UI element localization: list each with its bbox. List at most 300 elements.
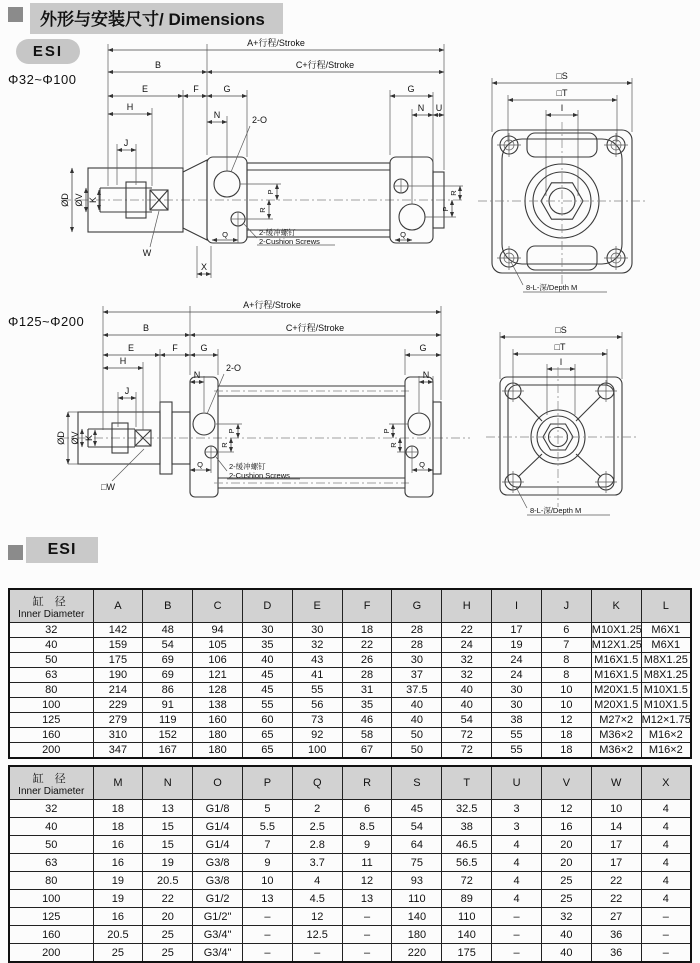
table-row bbox=[9, 728, 691, 743]
cell: 22 bbox=[591, 890, 641, 908]
cell: 19 bbox=[143, 854, 193, 872]
cell: M10X1.5 bbox=[641, 683, 691, 698]
cell: 4 bbox=[492, 890, 542, 908]
cell: – bbox=[492, 926, 542, 944]
cell: M36×2 bbox=[591, 728, 641, 743]
cell: 40 bbox=[392, 713, 442, 728]
cell: 4 bbox=[641, 872, 691, 890]
table-row bbox=[9, 683, 691, 698]
cell: M27×2 bbox=[591, 713, 641, 728]
cell: 25 bbox=[143, 926, 193, 944]
dimension-table-m-x-grid bbox=[8, 765, 692, 963]
table-row bbox=[9, 743, 691, 759]
cell: 10 bbox=[591, 800, 641, 818]
row-id: 160 bbox=[9, 728, 93, 743]
dim-label-p-left: P bbox=[266, 189, 275, 195]
dim-label-g-left: G bbox=[200, 343, 208, 353]
drawing-esi-125-200 bbox=[56, 299, 636, 515]
cell: 89 bbox=[442, 890, 492, 908]
cell: 20.5 bbox=[143, 872, 193, 890]
cell: 22 bbox=[143, 890, 193, 908]
dim-label-i: I bbox=[559, 357, 563, 367]
cell: 72 bbox=[442, 728, 492, 743]
cell: 142 bbox=[93, 623, 143, 638]
cell: G1/2 bbox=[193, 890, 243, 908]
cell: 55 bbox=[242, 698, 292, 713]
cell: 30 bbox=[492, 683, 542, 698]
table-row bbox=[9, 623, 691, 638]
dim-label-n-left: N bbox=[213, 110, 221, 120]
cell: 10 bbox=[242, 872, 292, 890]
cell: 54 bbox=[392, 818, 442, 836]
cell: M16X1.5 bbox=[591, 668, 641, 683]
cell: 28 bbox=[342, 668, 392, 683]
dimension-table-m-x bbox=[8, 765, 692, 963]
bore-range-small: Φ32~Φ100 bbox=[8, 72, 77, 87]
cell: 3.7 bbox=[292, 854, 342, 872]
cell: 18 bbox=[541, 728, 591, 743]
cell: 40 bbox=[442, 683, 492, 698]
cell: 58 bbox=[342, 728, 392, 743]
cell: – bbox=[641, 944, 691, 963]
table-row bbox=[9, 638, 691, 653]
column-header-w: W bbox=[591, 766, 641, 800]
cell: 20.5 bbox=[93, 926, 143, 944]
inner-diameter-header: 缸 径 Inner Diameter bbox=[9, 766, 93, 800]
cell: 32 bbox=[442, 653, 492, 668]
inner-diameter-header: 缸 径 Inner Diameter bbox=[9, 589, 93, 623]
cell: 347 bbox=[93, 743, 143, 759]
cell: M6X1 bbox=[641, 638, 691, 653]
cell: 73 bbox=[292, 713, 342, 728]
cell: 190 bbox=[93, 668, 143, 683]
cell: 67 bbox=[342, 743, 392, 759]
cell: 4 bbox=[292, 872, 342, 890]
cell: 19 bbox=[492, 638, 542, 653]
cell: 36 bbox=[591, 926, 641, 944]
cell: M10X1.25 bbox=[591, 624, 642, 636]
cell: 4 bbox=[492, 854, 542, 872]
cell: 152 bbox=[143, 728, 193, 743]
cell: 30 bbox=[392, 653, 442, 668]
cell: 20 bbox=[143, 908, 193, 926]
cell: 24 bbox=[492, 668, 542, 683]
dim-label-q-right: Q bbox=[400, 230, 406, 239]
dim-label-c-stroke: C+行程/Stroke bbox=[285, 323, 345, 333]
cell: 60 bbox=[242, 713, 292, 728]
column-header-o: O bbox=[193, 766, 243, 800]
cell: 6 bbox=[342, 800, 392, 818]
port-callout-2o: 2-O bbox=[252, 115, 268, 125]
table-row bbox=[9, 653, 691, 668]
cell: 2 bbox=[292, 800, 342, 818]
cell: 175 bbox=[442, 944, 492, 963]
row-id: 40 bbox=[9, 818, 93, 836]
row-id: 80 bbox=[9, 683, 93, 698]
cell: 25 bbox=[93, 944, 143, 963]
cell: – bbox=[242, 926, 292, 944]
cell: 25 bbox=[541, 890, 591, 908]
table-row bbox=[9, 944, 691, 963]
dim-label-rod-d: ØD bbox=[60, 193, 70, 207]
table-row bbox=[9, 800, 691, 818]
cell: 75 bbox=[392, 854, 442, 872]
column-header-q: Q bbox=[292, 766, 342, 800]
dim-label-square-t: □T bbox=[554, 342, 566, 352]
port-callout-2o: 2-O bbox=[226, 363, 242, 373]
row-id: 63 bbox=[9, 668, 93, 683]
cell: – bbox=[342, 908, 392, 926]
cell: 28 bbox=[392, 623, 442, 638]
dim-label-j: J bbox=[124, 386, 130, 396]
dim-label-q-right: Q bbox=[419, 460, 425, 469]
cushion-screw-label-cn: 2-缓冲螺钉 bbox=[259, 228, 296, 237]
cell: 26 bbox=[342, 653, 392, 668]
cell: G1/4 bbox=[193, 836, 243, 854]
cell: 38 bbox=[492, 713, 542, 728]
dim-label-p-left: P bbox=[227, 428, 236, 434]
cell: 5 bbox=[242, 800, 292, 818]
cell: 9 bbox=[242, 854, 292, 872]
cell: 15 bbox=[143, 836, 193, 854]
cell: 4 bbox=[641, 836, 691, 854]
column-header-b: B bbox=[143, 589, 193, 623]
dim-label-p-right: P bbox=[441, 206, 450, 212]
column-header-e: E bbox=[292, 589, 342, 623]
dim-label-k: K bbox=[84, 434, 94, 442]
column-header-i: I bbox=[492, 589, 542, 623]
cell: 65 bbox=[242, 728, 292, 743]
cell: G3/8 bbox=[193, 854, 243, 872]
cell: 214 bbox=[93, 683, 143, 698]
cell: 69 bbox=[143, 653, 193, 668]
cell: 32.5 bbox=[442, 800, 492, 818]
column-header-k: K bbox=[591, 589, 641, 623]
cell: M12X1.25 bbox=[591, 639, 642, 651]
row-id: 63 bbox=[9, 854, 93, 872]
cell: 16 bbox=[541, 818, 591, 836]
cell: G3/8 bbox=[193, 872, 243, 890]
cell: 24 bbox=[442, 638, 492, 653]
dim-label-square-s: □S bbox=[555, 325, 567, 335]
cell: 93 bbox=[392, 872, 442, 890]
cell: 41 bbox=[292, 668, 342, 683]
table-row bbox=[9, 836, 691, 854]
end-view-small bbox=[478, 71, 646, 292]
dim-label-square-t: □T bbox=[556, 88, 568, 98]
cell: 5.5 bbox=[242, 818, 292, 836]
cell: 20 bbox=[541, 854, 591, 872]
column-header-t: T bbox=[442, 766, 492, 800]
dim-label-e: E bbox=[141, 84, 149, 94]
cell: 4 bbox=[641, 818, 691, 836]
depth-note-large: 8-L-深/Depth M bbox=[530, 506, 582, 515]
cell: 13 bbox=[342, 890, 392, 908]
dim-label-rod-d: ØD bbox=[56, 431, 66, 445]
dim-label-r-right: R bbox=[449, 190, 458, 196]
cell: M8X1.25 bbox=[641, 668, 691, 683]
dim-label-a-stroke: A+行程/Stroke bbox=[243, 300, 301, 310]
column-header-c: C bbox=[193, 589, 243, 623]
cell: 45 bbox=[242, 668, 292, 683]
cell: 110 bbox=[392, 890, 442, 908]
dim-label-n-right: N bbox=[422, 370, 430, 380]
table-row bbox=[9, 818, 691, 836]
cell: – bbox=[492, 908, 542, 926]
cell: M6X1 bbox=[641, 623, 691, 638]
cell: 92 bbox=[292, 728, 342, 743]
dim-label-r-left: R bbox=[220, 442, 229, 448]
cell: 167 bbox=[143, 743, 193, 759]
row-id: 125 bbox=[9, 908, 93, 926]
row-id: 200 bbox=[9, 743, 93, 759]
cell: M8X1.25 bbox=[641, 653, 691, 668]
cell: – bbox=[242, 908, 292, 926]
cell: 121 bbox=[193, 668, 243, 683]
bore-range-large: Φ125~Φ200 bbox=[8, 314, 85, 329]
cell: M12×1.75 bbox=[641, 714, 691, 726]
cell: 159 bbox=[93, 638, 143, 653]
cell: 45 bbox=[392, 800, 442, 818]
cell: – bbox=[641, 908, 691, 926]
cell: 94 bbox=[193, 623, 243, 638]
dim-label-f: F bbox=[172, 343, 178, 353]
cell: 16 bbox=[93, 836, 143, 854]
cell: 19 bbox=[93, 890, 143, 908]
cell: 16 bbox=[93, 908, 143, 926]
dim-label-h: H bbox=[119, 356, 127, 366]
cell: 32 bbox=[541, 908, 591, 926]
cell: 15 bbox=[143, 818, 193, 836]
cell: 4 bbox=[492, 872, 542, 890]
column-header-n: N bbox=[143, 766, 193, 800]
dim-label-n-left: N bbox=[193, 370, 201, 380]
cell: 16 bbox=[93, 854, 143, 872]
cell: 13 bbox=[143, 800, 193, 818]
cell: 4 bbox=[641, 890, 691, 908]
dim-label-f: F bbox=[193, 84, 199, 94]
cell: 22 bbox=[442, 623, 492, 638]
cell: 91 bbox=[143, 698, 193, 713]
column-header-f: F bbox=[342, 589, 392, 623]
dim-label-r-left: R bbox=[258, 207, 267, 213]
row-id: 32 bbox=[9, 623, 93, 638]
dim-label-r-right: R bbox=[389, 442, 398, 448]
cell: 180 bbox=[193, 728, 243, 743]
cell: 13 bbox=[242, 890, 292, 908]
column-header-s: S bbox=[392, 766, 442, 800]
table-row bbox=[9, 668, 691, 683]
row-id: 200 bbox=[9, 944, 93, 963]
dim-label-w: W bbox=[142, 248, 152, 258]
dim-label-square-w: □W bbox=[101, 482, 115, 492]
cell: – bbox=[641, 926, 691, 944]
dim-label-e: E bbox=[127, 343, 135, 353]
cell: 69 bbox=[143, 668, 193, 683]
row-id: 100 bbox=[9, 890, 93, 908]
cell: 119 bbox=[143, 713, 193, 728]
cell: 35 bbox=[342, 698, 392, 713]
table-row bbox=[9, 872, 691, 890]
cell: 17 bbox=[591, 836, 641, 854]
cell: – bbox=[242, 944, 292, 963]
cell: 180 bbox=[392, 926, 442, 944]
cell: 56 bbox=[292, 698, 342, 713]
cell: 64 bbox=[392, 836, 442, 854]
cell: 31 bbox=[342, 683, 392, 698]
cell: 18 bbox=[93, 818, 143, 836]
cell: G3/4" bbox=[193, 944, 243, 963]
cell: 140 bbox=[392, 908, 442, 926]
column-header-l: L bbox=[641, 589, 691, 623]
cushion-screw-label-en: 2-Cushion Screws bbox=[259, 237, 320, 246]
cell: 55 bbox=[292, 683, 342, 698]
cell: – bbox=[342, 944, 392, 963]
dim-label-b: B bbox=[154, 60, 162, 70]
cell: 9 bbox=[342, 836, 392, 854]
cell: M10X1.5 bbox=[641, 698, 691, 713]
cell: 32 bbox=[292, 638, 342, 653]
cell: 11 bbox=[342, 854, 392, 872]
cell: G1/8 bbox=[193, 800, 243, 818]
dimension-table-a-l-grid bbox=[8, 588, 692, 759]
column-header-h: H bbox=[442, 589, 492, 623]
title-bullet-square bbox=[8, 7, 23, 22]
dim-label-j: J bbox=[123, 138, 129, 148]
cell: 32 bbox=[442, 668, 492, 683]
dim-label-x: X bbox=[200, 262, 208, 272]
cell: 4 bbox=[641, 854, 691, 872]
row-id: 40 bbox=[9, 638, 93, 653]
cell: 4.5 bbox=[292, 890, 342, 908]
cell: 8.5 bbox=[342, 818, 392, 836]
cell: 36 bbox=[591, 944, 641, 963]
cell: 4 bbox=[492, 836, 542, 854]
cell: 25 bbox=[143, 944, 193, 963]
cell: 175 bbox=[93, 653, 143, 668]
technical-drawings bbox=[0, 30, 700, 535]
dim-label-h: H bbox=[126, 102, 134, 112]
row-id: 160 bbox=[9, 926, 93, 944]
dim-label-k: K bbox=[88, 196, 98, 204]
cell: 48 bbox=[143, 623, 193, 638]
table-row bbox=[9, 854, 691, 872]
cell: 138 bbox=[193, 698, 243, 713]
cell: 17 bbox=[591, 854, 641, 872]
cell: 55 bbox=[492, 743, 542, 759]
cell: – bbox=[292, 944, 342, 963]
cell: 220 bbox=[392, 944, 442, 963]
column-header-m: M bbox=[93, 766, 143, 800]
cell: 37.5 bbox=[392, 683, 442, 698]
dim-label-i: I bbox=[560, 103, 564, 113]
cell: 55 bbox=[492, 728, 542, 743]
cell: 40 bbox=[541, 926, 591, 944]
row-id: 80 bbox=[9, 872, 93, 890]
cell: 12 bbox=[342, 872, 392, 890]
cell: 30 bbox=[492, 698, 542, 713]
table-row bbox=[9, 698, 691, 713]
cell: 54 bbox=[442, 713, 492, 728]
cell: 50 bbox=[392, 743, 442, 759]
cell: 40 bbox=[442, 698, 492, 713]
cell: 40 bbox=[392, 698, 442, 713]
dim-label-rod-v: ØV bbox=[74, 193, 84, 207]
cell: 65 bbox=[242, 743, 292, 759]
cell: 22 bbox=[591, 872, 641, 890]
cell: 12 bbox=[541, 800, 591, 818]
cell: 105 bbox=[193, 638, 243, 653]
cell: M16×2 bbox=[641, 728, 691, 743]
cell: 27 bbox=[591, 908, 641, 926]
cell: 7 bbox=[242, 836, 292, 854]
cell: 72 bbox=[442, 872, 492, 890]
cell: M20X1.5 bbox=[591, 698, 641, 713]
cell: 25 bbox=[541, 872, 591, 890]
cell: 22 bbox=[342, 638, 392, 653]
cell: 20 bbox=[541, 836, 591, 854]
cell: 38 bbox=[442, 818, 492, 836]
cell: 72 bbox=[442, 743, 492, 759]
cell: 229 bbox=[93, 698, 143, 713]
row-id: 125 bbox=[9, 713, 93, 728]
cell: 10 bbox=[541, 698, 591, 713]
cell: 8 bbox=[541, 653, 591, 668]
dim-label-b: B bbox=[142, 323, 150, 333]
cell: G1/4 bbox=[193, 818, 243, 836]
cell: 86 bbox=[143, 683, 193, 698]
cell: 50 bbox=[392, 728, 442, 743]
cell: 128 bbox=[193, 683, 243, 698]
cell: 110 bbox=[442, 908, 492, 926]
cell: 43 bbox=[292, 653, 342, 668]
cell: 40 bbox=[242, 653, 292, 668]
cushion-screw-label-en: 2-Cushion Screws bbox=[229, 471, 290, 480]
row-id: 50 bbox=[9, 653, 93, 668]
cell: M16×2 bbox=[641, 743, 691, 759]
series-badge: ESI bbox=[16, 39, 80, 64]
column-header-d: D bbox=[242, 589, 292, 623]
page-title: 外形与安装尺寸/ Dimensions bbox=[30, 3, 283, 34]
dim-label-n-right: N bbox=[417, 103, 425, 113]
cell: 3 bbox=[492, 800, 542, 818]
cell: 160 bbox=[193, 713, 243, 728]
column-header-j: J bbox=[541, 589, 591, 623]
column-header-x: X bbox=[641, 766, 691, 800]
dimension-table-a-l bbox=[8, 588, 692, 759]
cell: 45 bbox=[242, 683, 292, 698]
cell: 37 bbox=[392, 668, 442, 683]
dim-label-u: U bbox=[435, 103, 443, 113]
cell: 2.5 bbox=[292, 818, 342, 836]
cell: 46.5 bbox=[442, 836, 492, 854]
dim-label-g-right: G bbox=[419, 343, 427, 353]
cell: 12 bbox=[541, 713, 591, 728]
dim-label-q-left: Q bbox=[222, 230, 228, 239]
column-header-p: P bbox=[242, 766, 292, 800]
column-header-u: U bbox=[492, 766, 542, 800]
depth-note-small: 8-L-深/Depth M bbox=[526, 283, 578, 292]
cell: 30 bbox=[242, 623, 292, 638]
cell: 30 bbox=[292, 623, 342, 638]
cell: M36×2 bbox=[591, 743, 641, 759]
cell: 4 bbox=[641, 800, 691, 818]
cell: 10 bbox=[541, 683, 591, 698]
column-header-a: A bbox=[93, 589, 143, 623]
cell: 140 bbox=[442, 926, 492, 944]
dim-label-rod-v: ØV bbox=[70, 431, 80, 445]
cell: 14 bbox=[591, 818, 641, 836]
